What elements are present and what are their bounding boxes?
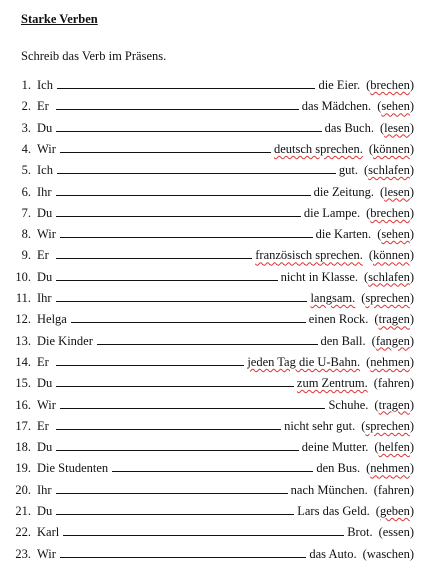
exercise-sentence-end: nicht sehr gut. <box>284 418 356 433</box>
exercise-sentence-end: die Zeitung. <box>313 184 374 199</box>
exercise-subject: Wir <box>37 227 56 242</box>
exercise-number: 3. <box>21 120 31 135</box>
answer-blank-line[interactable] <box>56 195 311 196</box>
exercise-number: 22. <box>15 525 31 540</box>
exercise-sentence-end: die Eier. <box>318 78 361 92</box>
infinitive-hint: (tragen) <box>374 397 414 412</box>
exercise-subject: Wir <box>37 546 56 561</box>
exercise-subject: Du <box>37 120 53 135</box>
infinitive-verb: brechen <box>370 78 410 92</box>
infinitive-verb: fahren <box>377 376 410 391</box>
infinitive-verb: sprechen <box>365 418 410 433</box>
exercise-sentence-end: das Auto. <box>309 546 357 561</box>
answer-blank-line[interactable] <box>56 280 277 281</box>
exercise-row <box>0 183 436 201</box>
exercise-subject: Wir <box>37 141 56 156</box>
infinitive-hint: (schlafen) <box>364 269 414 284</box>
infinitive-hint: (brechen) <box>366 78 414 92</box>
exercise-sentence-end: französisch sprechen. <box>255 248 363 263</box>
exercise-sentence-end: deutsch sprechen. <box>273 141 363 156</box>
infinitive-verb: fahren <box>377 482 410 497</box>
infinitive-hint: (sehen) <box>377 227 414 242</box>
exercise-subject: Karl <box>37 525 60 540</box>
infinitive-hint: (sprechen) <box>361 291 414 305</box>
answer-blank-line[interactable] <box>63 535 344 536</box>
exercise-row <box>0 523 436 541</box>
infinitive-verb: nehmen <box>370 354 410 369</box>
exercise-row <box>0 225 436 243</box>
answer-blank-line[interactable] <box>56 109 299 110</box>
answer-blank-line[interactable] <box>56 493 288 494</box>
exercise-row <box>0 246 436 264</box>
exercise-sentence-end: die Lampe. <box>303 205 361 220</box>
infinitive-hint: (essen) <box>378 525 414 540</box>
exercise-sentence-end: das Buch. <box>324 120 374 135</box>
infinitive-verb: können <box>373 141 410 156</box>
exercise-sentence-end: deine Mutter. <box>301 440 369 455</box>
infinitive-verb: schlafen <box>368 163 410 178</box>
infinitive-hint: (können) <box>368 141 414 156</box>
exercise-subject: Du <box>37 440 53 455</box>
answer-blank-line[interactable] <box>112 471 313 472</box>
exercise-row <box>0 332 436 350</box>
infinitive-hint: (lesen) <box>379 120 414 135</box>
infinitive-hint: (schlafen) <box>364 163 414 178</box>
exercise-subject: Du <box>37 205 53 220</box>
infinitive-verb: brechen <box>370 205 410 220</box>
exercise-number: 15. <box>15 376 31 391</box>
exercise-subject: Ihr <box>37 482 52 497</box>
exercise-row <box>0 310 436 328</box>
infinitive-verb: helfen <box>378 440 410 455</box>
exercise-number: 8. <box>21 227 31 242</box>
infinitive-verb: lesen <box>384 184 410 199</box>
infinitive-hint: (helfen) <box>374 440 414 455</box>
exercise-number: 2. <box>21 99 31 114</box>
answer-blank-line[interactable] <box>56 301 307 302</box>
infinitive-verb: können <box>373 248 410 263</box>
exercise-row <box>0 417 436 435</box>
exercise-sentence-end: einen Rock. <box>308 312 369 327</box>
answer-blank-line[interactable] <box>57 88 315 89</box>
exercise-sentence-end: nicht in Klasse. <box>280 269 358 284</box>
exercise-subject: Ihr <box>37 291 52 305</box>
exercise-sentence-end: den Ball. <box>320 333 366 348</box>
exercise-sentence-end: das Mädchen. <box>301 99 372 114</box>
answer-blank-line[interactable] <box>97 344 318 345</box>
exercise-subject: Du <box>37 269 53 284</box>
exercise-number: 21. <box>15 504 31 518</box>
exercise-subject: Er <box>37 248 49 263</box>
exercise-row <box>0 76 436 94</box>
answer-blank-line[interactable] <box>60 557 306 558</box>
exercise-row <box>0 502 436 520</box>
infinitive-hint: (fahren) <box>373 376 414 391</box>
infinitive-verb: schlafen <box>368 269 410 284</box>
answer-blank-line[interactable] <box>56 258 252 259</box>
exercise-number: 4. <box>21 141 31 156</box>
exercise-subject: Wir <box>37 397 56 412</box>
exercise-number: 13. <box>15 333 31 348</box>
answer-blank-line[interactable] <box>56 365 244 366</box>
exercise-number: 19. <box>15 461 31 476</box>
answer-blank-line[interactable] <box>56 131 321 132</box>
infinitive-verb: geben <box>379 504 410 518</box>
exercise-sentence-end: langsam. <box>310 291 356 305</box>
infinitive-verb: nehmen <box>370 461 410 476</box>
infinitive-hint: (lesen) <box>379 184 414 199</box>
exercise-row <box>0 396 436 414</box>
infinitive-verb: tragen <box>378 397 410 412</box>
exercise-subject: Du <box>37 376 53 391</box>
exercise-row <box>0 161 436 179</box>
exercise-row <box>0 545 436 563</box>
exercise-subject: Ihr <box>37 184 52 199</box>
exercise-subject: Er <box>37 418 49 433</box>
exercise-subject: Du <box>37 504 53 518</box>
answer-blank-line[interactable] <box>57 173 336 174</box>
exercise-row <box>0 119 436 137</box>
exercise-row <box>0 481 436 499</box>
answer-blank-line[interactable] <box>60 152 271 153</box>
exercise-sentence-end: jeden Tag die U-Bahn. <box>247 354 361 369</box>
exercise-row <box>0 97 436 115</box>
infinitive-verb: waschen <box>366 546 410 561</box>
exercise-row <box>0 459 436 477</box>
exercise-number: 14. <box>15 354 31 369</box>
exercise-sentence-end: nach München. <box>290 482 368 497</box>
answer-blank-line[interactable] <box>60 408 326 409</box>
infinitive-verb: tragen <box>378 312 410 327</box>
instruction-text: Schreib das Verb im Präsens. <box>21 49 167 63</box>
infinitive-verb: sehen <box>381 227 410 242</box>
exercise-subject: Er <box>37 354 49 369</box>
exercise-subject: Ich <box>37 163 53 178</box>
exercise-subject: Die Studenten <box>37 461 109 476</box>
exercise-row <box>0 204 436 222</box>
infinitive-hint: (brechen) <box>366 205 414 220</box>
infinitive-hint: (sehen) <box>377 99 414 114</box>
answer-blank-line[interactable] <box>56 514 294 515</box>
infinitive-hint: (sprechen) <box>361 418 414 433</box>
answer-blank-line[interactable] <box>56 450 298 451</box>
answer-blank-line[interactable] <box>56 429 281 430</box>
exercise-number: 20. <box>15 482 31 497</box>
exercise-sentence-end: zum Zentrum. <box>296 376 368 391</box>
exercise-sentence-end: gut. <box>338 163 358 178</box>
exercise-row <box>0 438 436 456</box>
infinitive-hint: (geben) <box>375 504 414 518</box>
exercise-row <box>0 268 436 286</box>
exercise-sentence-end: Schuhe. <box>328 397 369 412</box>
exercise-row <box>0 140 436 158</box>
exercise-subject: Er <box>37 99 49 114</box>
infinitive-verb: essen <box>382 525 410 540</box>
infinitive-hint: (nehmen) <box>366 354 414 369</box>
exercise-sentence-end: Brot. <box>347 525 373 540</box>
infinitive-verb: fangen <box>375 333 410 348</box>
answer-blank-line[interactable] <box>56 216 301 217</box>
infinitive-hint: (können) <box>368 248 414 263</box>
exercise-subject: Die Kinder <box>37 333 93 348</box>
infinitive-verb: sehen <box>381 99 410 114</box>
exercise-sentence-end: Lars das Geld. <box>297 504 370 518</box>
exercise-subject: Helga <box>37 312 67 327</box>
exercise-number: 11. <box>15 291 31 305</box>
infinitive-verb: sprechen <box>365 291 410 305</box>
infinitive-hint: (tragen) <box>374 312 414 327</box>
exercise-number: 5. <box>21 163 31 178</box>
exercise-row <box>0 374 436 392</box>
infinitive-hint: (fangen) <box>371 333 414 348</box>
exercise-sentence-end: die Karten. <box>315 227 372 242</box>
exercise-number: 12. <box>15 312 31 327</box>
exercise-number: 6. <box>21 184 31 199</box>
exercise-sentence-end: den Bus. <box>316 461 361 476</box>
exercise-number: 16. <box>15 397 31 412</box>
exercise-number: 7. <box>21 205 31 220</box>
answer-blank-line[interactable] <box>60 237 313 238</box>
infinitive-hint: (waschen) <box>362 546 414 561</box>
exercise-subject: Ich <box>37 78 53 92</box>
exercise-number: 1. <box>21 78 31 92</box>
exercise-number: 23. <box>15 546 31 561</box>
infinitive-hint: (fahren) <box>373 482 414 497</box>
infinitive-verb: lesen <box>384 120 410 135</box>
exercise-number: 10. <box>15 269 31 284</box>
exercise-row <box>0 353 436 371</box>
answer-blank-line[interactable] <box>71 322 306 323</box>
infinitive-hint: (nehmen) <box>366 461 414 476</box>
exercise-number: 18. <box>15 440 31 455</box>
exercise-number: 9. <box>21 248 31 263</box>
exercise-row <box>0 289 436 307</box>
exercise-number: 17. <box>15 418 31 433</box>
answer-blank-line[interactable] <box>56 386 294 387</box>
worksheet-title: Starke Verben <box>21 12 98 26</box>
